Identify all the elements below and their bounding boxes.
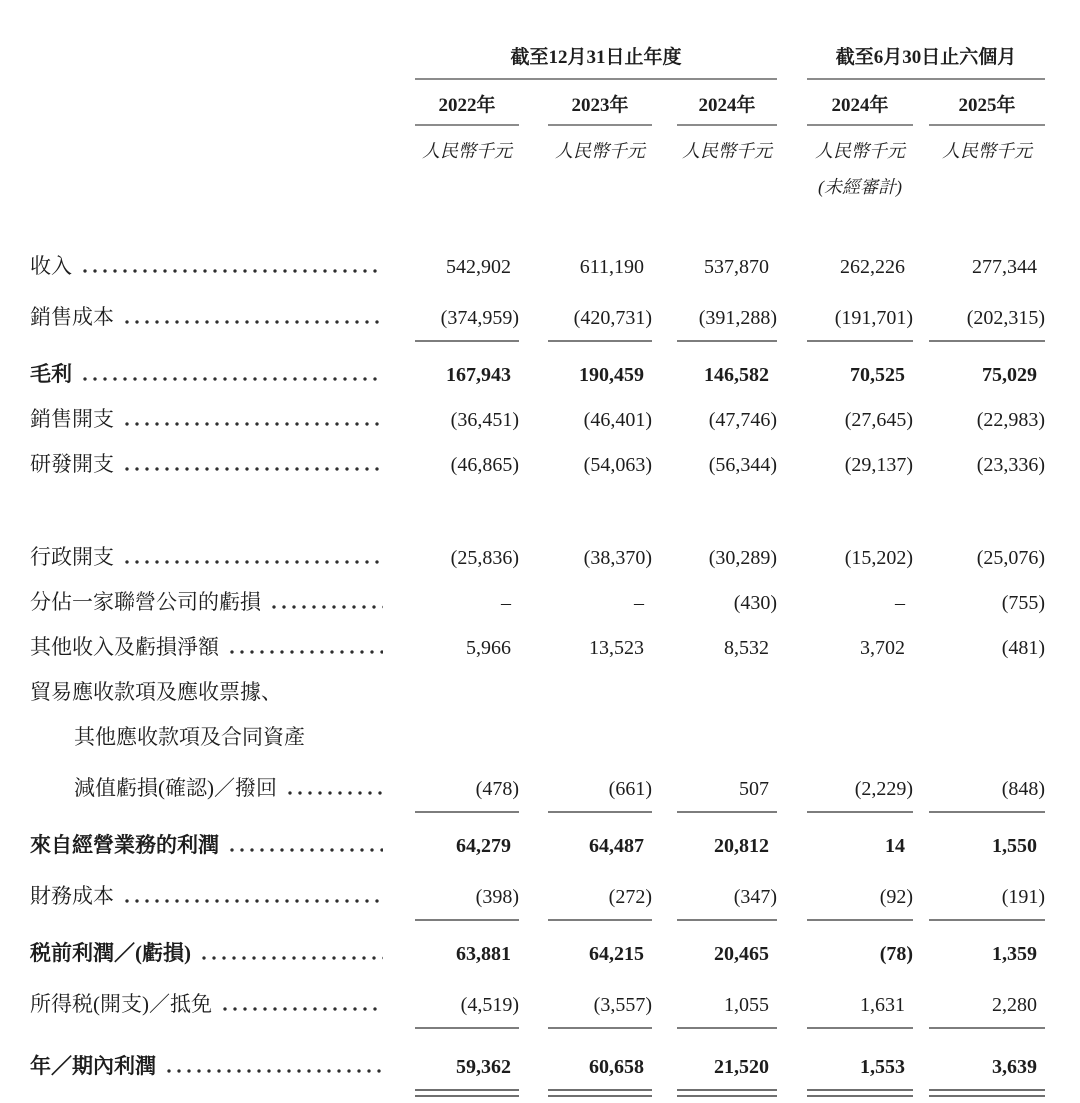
- cell-value: 75,029: [982, 364, 1038, 386]
- cell-value: 277,344: [972, 256, 1038, 278]
- value-cell: [777, 286, 913, 342]
- value-cell: [777, 667, 913, 712]
- cell-value: 611,190: [579, 256, 644, 278]
- value-cell: [652, 813, 777, 865]
- row-label-wrap: [30, 589, 385, 622]
- row-label-wrap: [30, 679, 385, 712]
- value-cell: [652, 1029, 777, 1091]
- row-label-wrap: [30, 451, 385, 484]
- cell-value: (22,983): [976, 409, 1046, 431]
- cell-value: 507: [677, 777, 777, 813]
- row-label-cell: [30, 198, 385, 286]
- column-unit-cell: [385, 126, 519, 164]
- header-group-row: [30, 46, 1045, 80]
- value-cell: [913, 394, 1045, 439]
- table-row: [30, 1029, 1045, 1091]
- cell-value: (25,836): [450, 547, 519, 569]
- cell-value: (29,137): [844, 454, 914, 476]
- cell-value: (92): [807, 885, 913, 921]
- cell-value: (398): [415, 885, 519, 921]
- row-label-cell: [30, 973, 385, 1029]
- cell-value: 70,525: [850, 364, 906, 386]
- cell-value: 20,465: [714, 943, 770, 965]
- value-cell: [913, 342, 1045, 394]
- cell-value: 63,881: [456, 943, 511, 965]
- row-label-wrap: [30, 724, 385, 757]
- cell-value: (15,202): [844, 547, 914, 569]
- cell-value: (56,344): [708, 454, 778, 476]
- value-cell: [652, 973, 777, 1029]
- cell-value: 13,523: [589, 637, 644, 659]
- row-label-wrap: [30, 775, 385, 813]
- dot-leader: [269, 604, 383, 610]
- value-cell: [777, 757, 913, 813]
- row-label-cell: [30, 1029, 385, 1091]
- row-label-wrap: [30, 304, 385, 342]
- value-cell: [652, 286, 777, 342]
- value-cell: [777, 1029, 913, 1091]
- value-cell: [519, 667, 652, 712]
- header-empty-cell: [30, 126, 385, 164]
- cell-value: 1,055: [677, 993, 777, 1029]
- row-label: 行政開支: [30, 545, 114, 569]
- table-row: [30, 394, 1045, 439]
- value-cell: [385, 667, 519, 712]
- value-cell: [913, 622, 1045, 667]
- cell-value: (2,229): [807, 777, 913, 813]
- dot-leader: [122, 319, 383, 325]
- cell-value: 542,902: [446, 256, 511, 278]
- value-cell: [519, 973, 652, 1029]
- cell-value: (23,336): [976, 454, 1046, 476]
- value-cell: [519, 1029, 652, 1091]
- value-cell: [385, 757, 519, 813]
- value-cell: [777, 712, 913, 757]
- cell-value: –: [895, 592, 906, 614]
- value-cell: [385, 813, 519, 865]
- value-cell: [913, 1029, 1045, 1091]
- row-label: 減值虧損(確認)／撥回: [74, 776, 277, 800]
- cell-value: 1,550: [992, 835, 1038, 857]
- cell-value: 5,966: [466, 637, 511, 659]
- row-label-wrap: [30, 634, 385, 667]
- dot-leader: [80, 268, 383, 274]
- cell-value: (78): [879, 943, 914, 965]
- row-label-wrap: [30, 544, 385, 577]
- row-label-wrap: [30, 1053, 385, 1091]
- cell-value: 20,812: [714, 835, 770, 857]
- value-cell: [385, 342, 519, 394]
- value-cell: [385, 1029, 519, 1091]
- row-label-cell: [30, 394, 385, 439]
- column-year-cell: [913, 80, 1045, 126]
- value-cell: [777, 577, 913, 622]
- column-note-cell: [519, 164, 652, 198]
- table-row: [30, 813, 1045, 865]
- table-row: [30, 577, 1045, 622]
- column-group-cell: [385, 46, 777, 80]
- value-cell: [913, 813, 1045, 865]
- row-label-cell: [30, 342, 385, 394]
- row-label: 其他收入及虧損淨額: [30, 635, 219, 659]
- cell-value: (481): [1001, 637, 1046, 659]
- cell-value: (191,701): [807, 306, 913, 342]
- column-year-cell: [385, 80, 519, 126]
- dot-leader: [285, 790, 383, 796]
- row-label-cell: [30, 577, 385, 622]
- dot-leader: [122, 898, 383, 904]
- table-row: [30, 973, 1045, 1029]
- value-cell: [777, 973, 913, 1029]
- column-unit-label: 人民幣千元: [422, 141, 512, 161]
- table-row: [30, 439, 1045, 484]
- value-cell: [652, 198, 777, 286]
- value-cell: [913, 921, 1045, 973]
- header-year-row: [30, 80, 1045, 126]
- cell-value: (25,076): [976, 547, 1046, 569]
- value-cell: [652, 667, 777, 712]
- cell-value: 59,362: [415, 1055, 519, 1091]
- cell-value: (202,315): [929, 306, 1045, 342]
- cell-value: (661): [548, 777, 652, 813]
- cell-value: 64,487: [589, 835, 644, 857]
- value-cell: [777, 865, 913, 921]
- dot-leader: [164, 1068, 383, 1074]
- cell-value: 64,279: [456, 835, 511, 857]
- cell-value: 1,359: [992, 943, 1038, 965]
- financial-summary-table: [30, 46, 1045, 1091]
- value-cell: [652, 577, 777, 622]
- table-body: [30, 198, 1045, 1091]
- cell-value: (46,865): [450, 454, 519, 476]
- table-row: [30, 622, 1045, 667]
- cell-value: (347): [677, 885, 777, 921]
- column-year-label: 2025年: [929, 95, 1045, 126]
- column-note-cell: [913, 164, 1045, 198]
- value-cell: [519, 439, 652, 484]
- cell-value: (191): [929, 885, 1045, 921]
- cell-value: (755): [1001, 592, 1046, 614]
- column-unit-label: 人民幣千元: [682, 141, 772, 161]
- header-unit-row: [30, 126, 1045, 164]
- column-group-title: 截至12月31日止年度: [415, 46, 777, 80]
- column-unit-cell: [652, 126, 777, 164]
- column-year-cell: [777, 80, 913, 126]
- cell-value: 146,582: [704, 364, 770, 386]
- table-row: [30, 667, 1045, 712]
- cell-value: (391,288): [677, 306, 777, 342]
- value-cell: [519, 813, 652, 865]
- cell-value: (54,063): [583, 454, 652, 476]
- value-cell: [652, 757, 777, 813]
- column-note-cell: [652, 164, 777, 198]
- value-cell: [519, 342, 652, 394]
- cell-value: 60,658: [548, 1055, 652, 1091]
- dot-leader: [80, 376, 383, 382]
- value-cell: [519, 577, 652, 622]
- cell-value: (848): [929, 777, 1045, 813]
- value-cell: [385, 394, 519, 439]
- value-cell: [519, 198, 652, 286]
- column-group-cell: [777, 46, 1045, 80]
- row-label: 銷售成本: [30, 305, 114, 329]
- column-note-cell: [777, 164, 913, 198]
- value-cell: [519, 394, 652, 439]
- value-cell: [652, 532, 777, 577]
- value-cell: [652, 921, 777, 973]
- value-cell: [913, 973, 1045, 1029]
- spacer-cell: [30, 484, 1045, 532]
- cell-value: 3,702: [860, 637, 906, 659]
- table-header: [30, 46, 1045, 198]
- table-row: [30, 532, 1045, 577]
- cell-value: (272): [548, 885, 652, 921]
- value-cell: [777, 813, 913, 865]
- row-label-cell: [30, 622, 385, 667]
- value-cell: [385, 622, 519, 667]
- cell-value: 3,639: [929, 1055, 1045, 1091]
- cell-value: (420,731): [548, 306, 652, 342]
- value-cell: [777, 921, 913, 973]
- cell-value: (30,289): [708, 547, 778, 569]
- value-cell: [385, 532, 519, 577]
- row-label: 來自經營業務的利潤: [30, 833, 219, 857]
- dot-leader: [220, 1006, 383, 1012]
- column-note-cell: [385, 164, 519, 198]
- row-label-wrap: [30, 940, 385, 973]
- row-label-cell: [30, 667, 385, 712]
- cell-value: 1,631: [807, 993, 913, 1029]
- dot-leader: [227, 847, 383, 853]
- header-empty-cell: [30, 46, 385, 80]
- spacer-row: [30, 484, 1045, 532]
- value-cell: [519, 712, 652, 757]
- value-cell: [913, 532, 1045, 577]
- value-cell: [777, 622, 913, 667]
- column-unit-cell: [777, 126, 913, 164]
- value-cell: [519, 286, 652, 342]
- row-label-wrap: [30, 832, 385, 865]
- row-label-wrap: [30, 361, 385, 394]
- cell-value: (47,746): [708, 409, 778, 431]
- value-cell: [385, 973, 519, 1029]
- value-cell: [652, 394, 777, 439]
- row-label-cell: [30, 286, 385, 342]
- row-label: 毛利: [30, 362, 72, 386]
- cell-value: 8,532: [724, 637, 770, 659]
- cell-value: (27,645): [844, 409, 914, 431]
- value-cell: [913, 439, 1045, 484]
- cell-value: (3,557): [548, 993, 652, 1029]
- table-row: [30, 865, 1045, 921]
- value-cell: [913, 865, 1045, 921]
- row-label-cell: [30, 813, 385, 865]
- cell-value: (36,451): [450, 409, 519, 431]
- cell-value: (4,519): [415, 993, 519, 1029]
- row-label: 銷售開支: [30, 407, 114, 431]
- value-cell: [652, 865, 777, 921]
- value-cell: [519, 622, 652, 667]
- value-cell: [385, 712, 519, 757]
- row-label-wrap: [30, 991, 385, 1029]
- value-cell: [385, 577, 519, 622]
- cell-value: 262,226: [840, 256, 906, 278]
- column-unit-cell: [519, 126, 652, 164]
- value-cell: [913, 577, 1045, 622]
- row-label: 税前利潤／(虧損): [30, 941, 191, 965]
- cell-value: (46,401): [583, 409, 652, 431]
- row-label-wrap: [30, 406, 385, 439]
- row-label-cell: [30, 921, 385, 973]
- value-cell: [913, 712, 1045, 757]
- value-cell: [777, 342, 913, 394]
- row-label: 研發開支: [30, 452, 114, 476]
- value-cell: [519, 532, 652, 577]
- value-cell: [385, 286, 519, 342]
- row-label-cell: [30, 439, 385, 484]
- column-unit-label: 人民幣千元: [815, 141, 906, 161]
- table-row: [30, 921, 1045, 973]
- cell-value: 167,943: [446, 364, 511, 386]
- row-label: 其他應收款項及合同資產: [74, 725, 305, 749]
- cell-value: 190,459: [579, 364, 644, 386]
- value-cell: [652, 342, 777, 394]
- value-cell: [913, 757, 1045, 813]
- value-cell: [519, 865, 652, 921]
- column-year-cell: [519, 80, 652, 126]
- header-empty-cell: [30, 164, 385, 198]
- table-row: [30, 198, 1045, 286]
- cell-value: 1,553: [807, 1055, 913, 1091]
- value-cell: [913, 667, 1045, 712]
- column-year-label: 2023年: [548, 95, 652, 126]
- dot-leader: [122, 421, 383, 427]
- value-cell: [777, 532, 913, 577]
- table-row: [30, 757, 1045, 813]
- column-year-label: 2022年: [415, 95, 519, 126]
- cell-value: 537,870: [704, 256, 770, 278]
- row-label: 所得税(開支)／抵免: [30, 992, 212, 1016]
- column-group-title: 截至6月30日止六個月: [807, 46, 1045, 80]
- cell-value: 64,215: [589, 943, 644, 965]
- value-cell: [777, 198, 913, 286]
- header-note-row: [30, 164, 1045, 198]
- row-label-cell: [30, 865, 385, 921]
- value-cell: [385, 439, 519, 484]
- row-label: 收入: [30, 254, 72, 278]
- row-label: 財務成本: [30, 884, 114, 908]
- row-label-wrap: [30, 883, 385, 921]
- value-cell: [519, 757, 652, 813]
- table-row: [30, 286, 1045, 342]
- row-label: 貿易應收款項及應收票據、: [30, 680, 282, 704]
- dot-leader: [199, 955, 383, 961]
- table-row: [30, 342, 1045, 394]
- column-year-cell: [652, 80, 777, 126]
- cell-value: (430): [733, 592, 778, 614]
- row-label: 分佔一家聯營公司的虧損: [30, 590, 261, 614]
- column-year-label: 2024年: [677, 95, 777, 126]
- value-cell: [385, 921, 519, 973]
- value-cell: [385, 198, 519, 286]
- dot-leader: [122, 466, 383, 472]
- row-label-wrap: [30, 253, 385, 286]
- dot-leader: [227, 649, 383, 655]
- cell-value: (374,959): [415, 306, 519, 342]
- column-unit-cell: [913, 126, 1045, 164]
- value-cell: [385, 865, 519, 921]
- value-cell: [777, 439, 913, 484]
- row-label-cell: [30, 757, 385, 813]
- value-cell: [652, 622, 777, 667]
- cell-value: 2,280: [929, 993, 1045, 1029]
- value-cell: [519, 921, 652, 973]
- cell-value: 14: [885, 835, 906, 857]
- table-row: [30, 712, 1045, 757]
- value-cell: [652, 712, 777, 757]
- value-cell: [913, 286, 1045, 342]
- row-label-cell: [30, 532, 385, 577]
- header-empty-cell: [30, 80, 385, 126]
- value-cell: [913, 198, 1045, 286]
- row-label-cell: [30, 712, 385, 757]
- dot-leader: [122, 559, 383, 565]
- row-label: 年／期內利潤: [30, 1054, 156, 1078]
- cell-value: (478): [415, 777, 519, 813]
- cell-value: (38,370): [583, 547, 652, 569]
- value-cell: [777, 394, 913, 439]
- cell-value: –: [634, 592, 644, 614]
- column-unit-label: 人民幣千元: [942, 141, 1033, 161]
- column-note-label: (未經審計): [818, 177, 903, 197]
- value-cell: [652, 439, 777, 484]
- cell-value: –: [501, 592, 511, 614]
- column-year-label: 2024年: [807, 95, 913, 126]
- column-unit-label: 人民幣千元: [555, 141, 645, 161]
- cell-value: 21,520: [677, 1055, 777, 1091]
